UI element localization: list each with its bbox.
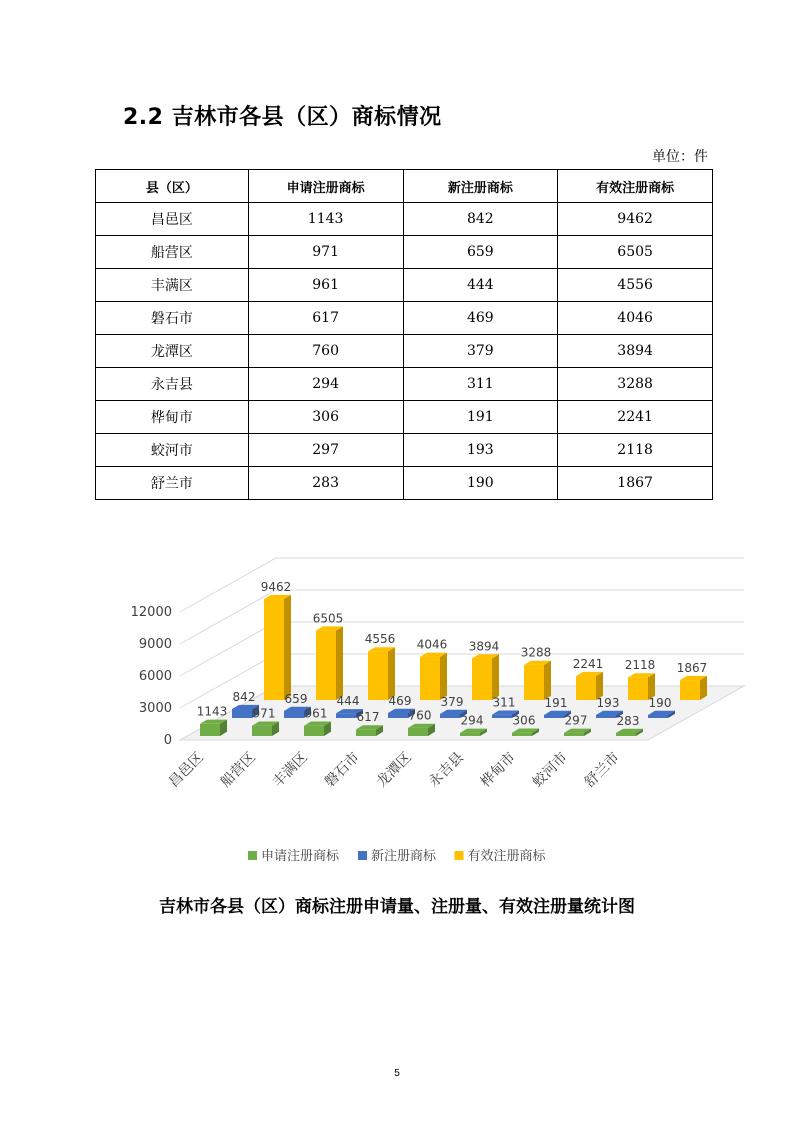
bar-side [440,653,447,700]
data-label: 379 [440,694,464,709]
data-label: 1867 [676,660,708,675]
table-row [96,368,713,401]
bar-side [336,626,343,700]
bar-side [700,676,707,700]
legend-swatch [358,851,367,860]
bar-front [264,599,284,700]
bar-front [336,713,356,718]
cell-district: 永吉县 [96,368,249,401]
chart-x-axis [166,749,623,791]
table-row [96,335,713,368]
bar-applications [408,724,435,736]
legend-label: 有效注册商标 [467,849,546,864]
x-category-label: 舒兰市 [581,749,623,791]
legend-label: 新注册商标 [371,849,437,864]
bar-side [492,654,499,700]
bar-front [524,665,544,700]
header-district: 县（区） [96,170,249,203]
cell-new: 659 [403,236,558,269]
bar-front [284,711,304,718]
bar-valid [264,595,291,700]
bar-front [408,728,428,736]
table-row [96,401,713,434]
cell-new: 842 [403,203,558,236]
page-number: 5 [394,1068,400,1079]
data-label: 659 [284,691,308,706]
cell-valid: 4046 [558,302,713,335]
bar-front [368,651,388,700]
cell-new: 311 [403,368,558,401]
table-row [96,302,713,335]
header-new-registrations: 新注册商标 [403,170,558,203]
bar-front [492,715,512,718]
data-label: 961 [304,706,328,721]
table-row [96,434,713,467]
x-category-label: 昌邑区 [165,749,207,791]
table-row [96,269,713,302]
data-label: 3288 [520,645,552,660]
legend-swatch [455,851,464,860]
cell-district: 桦甸市 [96,401,249,434]
cell-valid: 4556 [558,269,713,302]
data-label: 6505 [312,611,344,626]
table-row [96,236,713,269]
bar-applications [200,720,227,736]
data-label: 4046 [416,637,448,652]
legend-item [248,848,340,864]
bar-front [304,726,324,736]
trademark-table [95,169,713,500]
x-category-label: 永吉县 [425,749,467,791]
data-label: 617 [356,710,380,725]
bar-front [232,709,252,718]
data-label: 2241 [572,656,604,671]
y-tick-label: 9000 [138,637,172,652]
cell-new: 469 [403,302,558,335]
data-label: 3894 [468,639,500,654]
bar-front [356,729,376,736]
bar-front [648,715,668,718]
x-category-label: 磐石市 [321,749,363,791]
legend-swatch [248,851,257,860]
legend-label: 申请注册商标 [261,849,340,864]
data-label: 9462 [260,579,292,594]
header-valid-registrations: 有效注册商标 [558,170,713,203]
data-label: 760 [408,708,432,723]
cell-district: 磐石市 [96,302,249,335]
y-tick-label: 0 [163,733,172,748]
data-label: 190 [648,695,672,710]
bar-front [564,733,584,736]
bar-front [252,726,272,736]
cell-district: 船营区 [96,236,249,269]
data-label: 971 [252,706,276,721]
data-label: 444 [336,694,360,709]
cell-district: 丰满区 [96,269,249,302]
x-category-label: 龙潭区 [373,749,415,791]
y-tick-label: 6000 [138,669,172,684]
unit-label: 单位：件 [652,149,708,165]
section-title: 2.2 吉林市各县（区）商标情况 [123,105,442,130]
x-category-label: 船营区 [217,749,259,791]
bar-front [628,677,648,700]
legend-item [358,848,437,864]
cell-new: 193 [403,434,558,467]
cell-applications: 294 [248,368,403,401]
table-header-row [96,170,713,203]
cell-applications: 617 [248,302,403,335]
data-label: 2118 [624,658,656,673]
bar-front [200,724,220,736]
legend-item [455,848,547,864]
cell-district: 龙潭区 [96,335,249,368]
bar-front [472,658,492,700]
cell-new: 190 [403,467,558,500]
cell-district: 舒兰市 [96,467,249,500]
cell-new: 191 [403,401,558,434]
cell-valid: 9462 [558,203,713,236]
bar-applications [304,722,331,736]
trademark-chart [100,560,708,880]
table-row [96,467,713,500]
bar-front [680,680,700,700]
data-label: 842 [232,689,256,704]
bar-front [512,733,532,736]
x-category-label: 丰满区 [269,749,311,791]
cell-new: 444 [403,269,558,302]
cell-applications: 1143 [248,203,403,236]
cell-applications: 961 [248,269,403,302]
data-label: 4556 [364,632,396,647]
cell-applications: 760 [248,335,403,368]
cell-district: 蛟河市 [96,434,249,467]
cell-district: 昌邑区 [96,203,249,236]
cell-applications: 971 [248,236,403,269]
bar-valid [680,676,707,700]
y-tick-label: 12000 [130,605,172,620]
header-applications: 申请注册商标 [248,170,403,203]
bar-valid [368,647,395,700]
data-label: 306 [512,713,536,728]
bar-front [316,631,336,700]
cell-valid: 2118 [558,434,713,467]
bar-valid [420,653,447,700]
x-category-label: 桦甸市 [477,749,519,791]
bar-applications [252,721,279,736]
cell-valid: 1867 [558,467,713,500]
bar-front [460,733,480,736]
x-category-label: 蛟河市 [529,749,571,791]
data-label: 311 [492,695,516,710]
y-tick-label: 3000 [138,701,172,716]
chart-caption: 吉林市各县（区）商标注册申请量、注册量、有效注册量统计图 [159,897,635,917]
cell-new: 379 [403,335,558,368]
bar-front [388,713,408,718]
bar-front [576,676,596,700]
cell-valid: 6505 [558,236,713,269]
data-label: 283 [616,713,640,728]
bar-front [544,715,564,718]
bar-side [544,661,551,700]
bar-front [440,714,460,718]
table-row [96,203,713,236]
cell-valid: 2241 [558,401,713,434]
data-label: 469 [388,693,412,708]
cell-valid: 3894 [558,335,713,368]
data-label: 297 [564,713,588,728]
bar-front [616,733,636,736]
cell-applications: 283 [248,467,403,500]
bar-valid [472,654,499,700]
bar-side [284,595,291,700]
data-label: 294 [460,713,484,728]
data-label: 193 [596,695,620,710]
chart-y-axis [131,605,172,748]
cell-applications: 306 [248,401,403,434]
bar-side [388,647,395,700]
bar-front [596,715,616,718]
cell-applications: 297 [248,434,403,467]
data-label: 191 [544,695,568,710]
bar-valid [316,626,343,700]
data-label: 1143 [196,704,228,719]
chart-legend [248,848,547,864]
bar-valid [524,661,551,700]
cell-valid: 3288 [558,368,713,401]
bar-front [420,657,440,700]
